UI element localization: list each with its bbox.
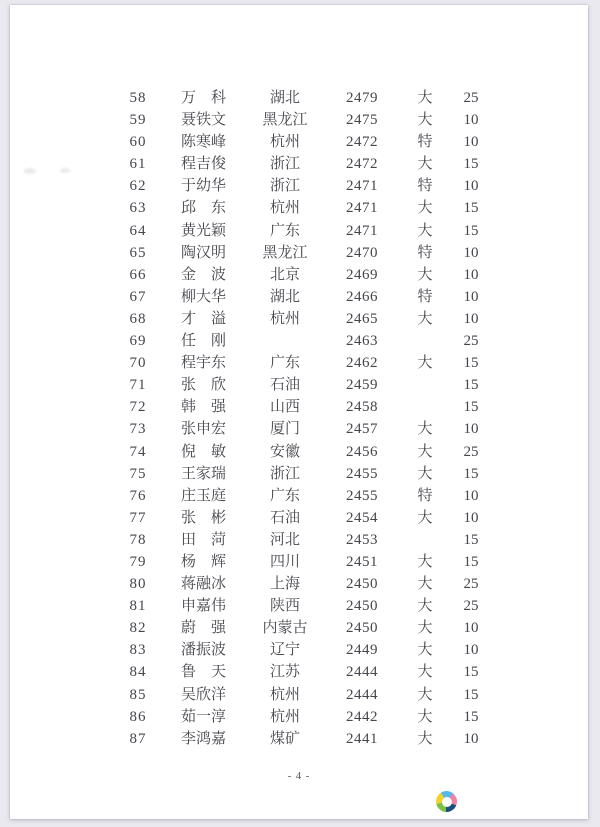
table-row xyxy=(10,728,588,750)
cell-region: 河北 xyxy=(269,531,300,548)
cell-rank: 71 xyxy=(129,377,147,394)
table-row xyxy=(10,529,588,551)
rating-table xyxy=(10,87,588,750)
cell-rank: 67 xyxy=(129,288,147,305)
cell-rank: 59 xyxy=(129,112,147,129)
cell-title: 大 xyxy=(417,708,433,725)
cell-k: 15 xyxy=(463,399,479,416)
cell-rank: 68 xyxy=(129,310,147,327)
cell-k: 15 xyxy=(463,222,479,239)
cell-region: 杭州 xyxy=(269,134,300,151)
cell-title: 大 xyxy=(417,664,433,681)
cell-rank: 62 xyxy=(129,178,147,195)
cell-title: 大 xyxy=(417,730,433,747)
cell-title: 大 xyxy=(417,598,433,615)
cell-region: 浙江 xyxy=(269,156,300,173)
cell-region: 浙江 xyxy=(269,178,300,195)
cell-region: 江苏 xyxy=(269,664,300,681)
cell-k: 10 xyxy=(463,487,479,504)
cell-rating: 2469 xyxy=(346,266,378,283)
cell-region: 广东 xyxy=(269,487,300,504)
cell-k: 15 xyxy=(463,686,479,703)
cell-rating: 2444 xyxy=(346,686,378,703)
cell-name: 鲁 天 xyxy=(181,664,227,681)
cell-name: 申嘉伟 xyxy=(181,598,227,615)
cell-name: 陈寒峰 xyxy=(181,134,227,151)
cell-rating: 2450 xyxy=(346,576,378,593)
cell-title: 大 xyxy=(417,200,433,217)
cell-k: 10 xyxy=(463,112,479,129)
cell-title: 特 xyxy=(417,178,433,195)
cell-title: 特 xyxy=(417,134,433,151)
cell-k: 15 xyxy=(463,708,479,725)
cell-rating: 2442 xyxy=(346,708,378,725)
cell-rating: 2449 xyxy=(346,642,378,659)
cell-name: 金 波 xyxy=(181,266,227,283)
cell-name: 邱 东 xyxy=(181,200,227,217)
cell-rank: 60 xyxy=(129,134,147,151)
cell-title: 大 xyxy=(417,222,433,239)
cell-rank: 78 xyxy=(129,531,147,548)
cell-rank: 79 xyxy=(129,553,147,570)
cell-rating: 2453 xyxy=(346,531,378,548)
cell-title: 大 xyxy=(417,553,433,570)
cell-name: 聂铁文 xyxy=(181,112,227,129)
cell-rating: 2459 xyxy=(346,377,378,394)
cell-title: 大 xyxy=(417,112,433,129)
cell-title: 大 xyxy=(417,266,433,283)
table-row xyxy=(10,396,588,418)
cell-rating: 2450 xyxy=(346,620,378,637)
cell-rating: 2479 xyxy=(346,90,378,106)
cell-region: 陕西 xyxy=(269,598,300,615)
table-row xyxy=(10,573,588,595)
cell-rank: 70 xyxy=(129,355,147,372)
table-row xyxy=(10,220,588,242)
table-row xyxy=(10,109,588,131)
cell-rating: 2455 xyxy=(346,487,378,504)
cell-name: 李鸿嘉 xyxy=(181,730,227,747)
cell-region: 四川 xyxy=(269,553,300,570)
cell-rank: 75 xyxy=(129,465,147,482)
cell-k: 15 xyxy=(463,465,479,482)
cell-title xyxy=(410,396,440,418)
cell-rank: 82 xyxy=(129,620,147,637)
cell-rank: 86 xyxy=(129,708,147,725)
table-row xyxy=(10,551,588,573)
cell-title: 大 xyxy=(417,421,433,438)
table-row xyxy=(10,352,588,374)
cell-region: 黑龙江 xyxy=(262,112,308,129)
cell-name: 才 溢 xyxy=(181,310,227,327)
table-row xyxy=(10,264,588,286)
cell-k: 10 xyxy=(463,509,479,526)
cell-k: 10 xyxy=(463,421,479,438)
cell-region: 内蒙古 xyxy=(262,620,308,637)
table-row xyxy=(10,463,588,485)
cell-name: 于幼华 xyxy=(181,178,227,195)
cell-title: 大 xyxy=(417,576,433,593)
cell-rating: 2455 xyxy=(346,465,378,482)
cell-region: 石油 xyxy=(269,509,300,526)
cell-k: 15 xyxy=(463,664,479,681)
cell-title: 大 xyxy=(417,90,433,106)
cell-k: 10 xyxy=(463,134,479,151)
cell-k: 10 xyxy=(463,266,479,283)
cell-rating: 2444 xyxy=(346,664,378,681)
cell-name: 王家瑞 xyxy=(181,465,227,482)
cell-title: 特 xyxy=(417,244,433,261)
cell-name: 张申宏 xyxy=(181,421,227,438)
cell-title: 大 xyxy=(417,156,433,173)
table-row xyxy=(10,418,588,440)
cell-name: 潘振波 xyxy=(181,642,227,659)
cell-k: 10 xyxy=(463,620,479,637)
cell-name: 庄玉庭 xyxy=(181,487,227,504)
cell-title: 特 xyxy=(417,487,433,504)
cell-region: 黑龙江 xyxy=(262,244,308,261)
cell-rank: 63 xyxy=(129,200,147,217)
cell-name: 程吉俊 xyxy=(181,156,227,173)
cell-rank: 76 xyxy=(129,487,147,504)
cell-rank: 64 xyxy=(129,222,147,239)
cell-name: 万 科 xyxy=(181,90,227,106)
cell-k: 10 xyxy=(463,642,479,659)
cell-k: 15 xyxy=(463,531,479,548)
cell-rating: 2475 xyxy=(346,112,378,129)
cell-rating: 2466 xyxy=(346,288,378,305)
cell-rank: 72 xyxy=(129,399,147,416)
table-row xyxy=(10,330,588,352)
cell-name: 程宇东 xyxy=(181,355,227,372)
cell-rank: 80 xyxy=(129,576,147,593)
cell-title: 大 xyxy=(417,620,433,637)
cell-name: 陶汉明 xyxy=(181,244,227,261)
cell-region: 湖北 xyxy=(269,90,300,106)
cell-rank: 81 xyxy=(129,598,147,615)
table-row xyxy=(10,197,588,219)
cell-title: 大 xyxy=(417,443,433,460)
cell-rank: 58 xyxy=(129,90,147,106)
cell-rating: 2462 xyxy=(346,355,378,372)
table-row xyxy=(10,507,588,529)
cell-region: 辽宁 xyxy=(269,642,300,659)
cell-rank: 84 xyxy=(129,664,147,681)
cell-title xyxy=(410,374,440,396)
cell-region: 浙江 xyxy=(269,465,300,482)
cell-name: 黄光颖 xyxy=(181,222,227,239)
cell-title: 大 xyxy=(417,509,433,526)
cell-name: 韩 强 xyxy=(181,399,227,416)
cell-rating: 2465 xyxy=(346,310,378,327)
cell-rating: 2454 xyxy=(346,509,378,526)
cell-rating: 2456 xyxy=(346,443,378,460)
page-number: - 4 - xyxy=(287,771,311,782)
cell-region: 杭州 xyxy=(269,310,300,327)
cell-region: 山西 xyxy=(269,399,300,416)
cell-title: 大 xyxy=(417,686,433,703)
cell-k: 25 xyxy=(463,576,479,593)
cell-rating: 2472 xyxy=(346,156,378,173)
cell-rating: 2471 xyxy=(346,222,378,239)
cell-name: 柳大华 xyxy=(181,288,227,305)
cell-k: 10 xyxy=(463,244,479,261)
table-row xyxy=(10,485,588,507)
cell-rank: 83 xyxy=(129,642,147,659)
cell-rating: 2470 xyxy=(346,244,378,261)
cell-name: 蒋融冰 xyxy=(181,576,227,593)
table-row xyxy=(10,661,588,683)
cell-rank: 74 xyxy=(129,443,147,460)
cell-region: 安徽 xyxy=(269,443,300,460)
cell-rank: 73 xyxy=(129,421,147,438)
cell-title: 大 xyxy=(417,465,433,482)
cell-name: 任 刚 xyxy=(181,333,227,350)
cell-rank: 66 xyxy=(129,266,147,283)
cell-k: 10 xyxy=(463,288,479,305)
cell-title: 大 xyxy=(417,310,433,327)
cell-region: 杭州 xyxy=(269,200,300,217)
document-page xyxy=(10,5,588,819)
cell-rating: 2472 xyxy=(346,134,378,151)
cell-name: 张 欣 xyxy=(181,377,227,394)
cell-title xyxy=(410,529,440,551)
cell-rating: 2441 xyxy=(346,730,378,747)
cell-k: 10 xyxy=(463,730,479,747)
cell-name: 张 彬 xyxy=(181,509,227,526)
cell-rating: 2471 xyxy=(346,178,378,195)
cell-k: 15 xyxy=(463,156,479,173)
cell-k: 15 xyxy=(463,377,479,394)
cell-rating: 2463 xyxy=(346,333,378,350)
cell-k: 10 xyxy=(463,178,479,195)
cell-name: 蔚 强 xyxy=(181,620,227,637)
table-row xyxy=(10,242,588,264)
cell-region: 煤矿 xyxy=(269,730,300,747)
cell-name: 吴欣洋 xyxy=(181,686,227,703)
table-row xyxy=(10,617,588,639)
cell-region: 厦门 xyxy=(269,421,300,438)
cell-title: 大 xyxy=(417,642,433,659)
cell-rank: 65 xyxy=(129,244,147,261)
table-row xyxy=(10,131,588,153)
cell-name: 杨 辉 xyxy=(181,553,227,570)
cell-rating: 2471 xyxy=(346,200,378,217)
cell-name: 茹一淳 xyxy=(181,708,227,725)
table-row xyxy=(10,308,588,330)
cell-rank: 61 xyxy=(129,156,147,173)
cell-k: 25 xyxy=(463,598,479,615)
table-row xyxy=(10,286,588,308)
cell-region: 湖北 xyxy=(269,288,300,305)
cell-title: 特 xyxy=(417,288,433,305)
cell-rating: 2450 xyxy=(346,598,378,615)
cell-region xyxy=(252,330,318,352)
cell-rating: 2451 xyxy=(346,553,378,570)
cell-rank: 85 xyxy=(129,686,147,703)
cell-k: 10 xyxy=(463,310,479,327)
cell-rank: 69 xyxy=(129,333,147,350)
cell-k: 15 xyxy=(463,553,479,570)
cell-rank: 87 xyxy=(129,730,147,747)
table-row xyxy=(10,374,588,396)
cell-region: 上海 xyxy=(269,576,300,593)
cell-k: 15 xyxy=(463,200,479,217)
cell-region: 杭州 xyxy=(269,686,300,703)
cell-region: 北京 xyxy=(269,266,300,283)
cell-name: 倪 敏 xyxy=(181,443,227,460)
cell-rank: 77 xyxy=(129,509,147,526)
cell-rating: 2457 xyxy=(346,421,378,438)
table-row xyxy=(10,175,588,197)
table-row xyxy=(10,87,588,109)
cell-k: 25 xyxy=(463,443,479,460)
table-row xyxy=(10,153,588,175)
cell-region: 广东 xyxy=(269,355,300,372)
table-row xyxy=(10,639,588,661)
cell-region: 杭州 xyxy=(269,708,300,725)
cell-k: 15 xyxy=(463,355,479,372)
cell-region: 广东 xyxy=(269,222,300,239)
table-row xyxy=(10,595,588,617)
cell-rating: 2458 xyxy=(346,399,378,416)
cell-k: 25 xyxy=(463,90,479,106)
cell-title: 大 xyxy=(417,355,433,372)
table-row xyxy=(10,706,588,728)
cell-region: 石油 xyxy=(269,377,300,394)
cell-name: 田 菏 xyxy=(181,531,227,548)
table-row xyxy=(10,441,588,463)
colorful-ring-logo-icon xyxy=(436,791,457,812)
table-row xyxy=(10,684,588,706)
cell-title xyxy=(410,330,440,352)
cell-k: 25 xyxy=(463,333,479,350)
